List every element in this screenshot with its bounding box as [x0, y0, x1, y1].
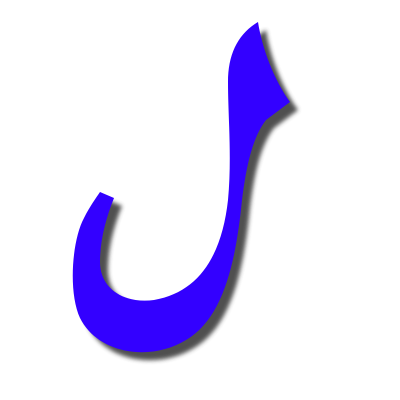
glyph-body	[73, 22, 290, 352]
